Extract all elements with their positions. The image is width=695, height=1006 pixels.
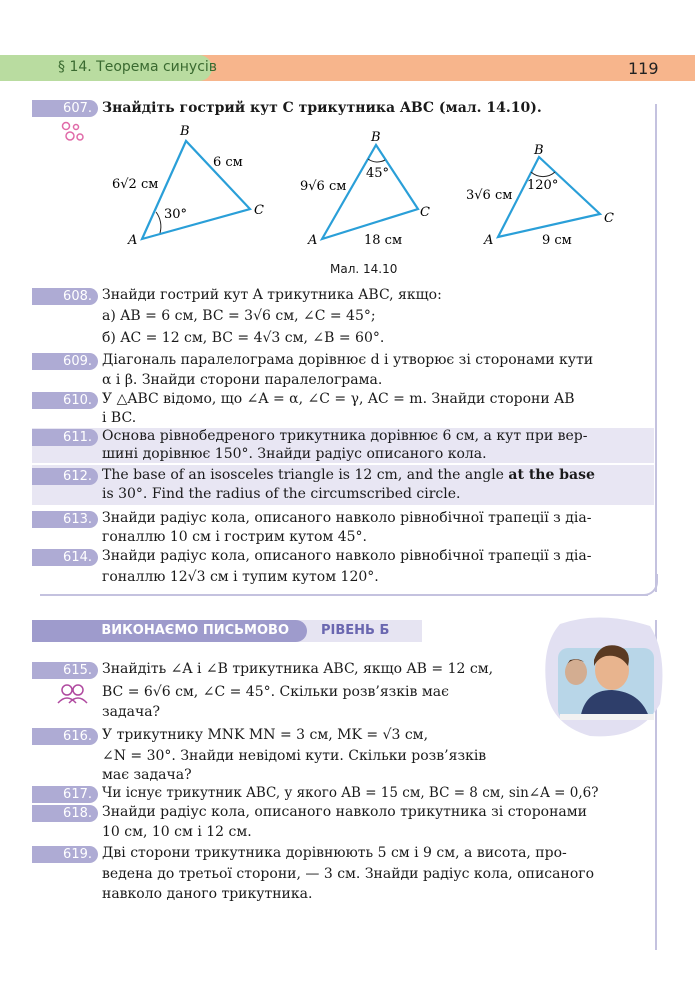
problem-618-line1: Знайди радіус кола, описаного навколо трикутника зі сторонами	[102, 804, 587, 820]
problem-614-line2: гоналлю 12√3 см і тупим кутом 120°.	[102, 569, 379, 585]
side-label: 6√2 см	[112, 177, 159, 192]
problem-number: 614.	[32, 549, 98, 566]
vertex-label: B	[534, 143, 544, 158]
problem-number: 609.	[32, 353, 98, 370]
triangle-2	[300, 130, 430, 248]
vertex-label: C	[254, 203, 264, 218]
problem-619-line1: Дві сторони трикутника дорівнюють 5 см і 9 см, а висота, про-	[102, 845, 567, 861]
section-header	[32, 620, 422, 642]
student-photo	[540, 614, 666, 742]
problem-608-text: Знайди гострий кут A трикутника ABC, якщо:	[102, 287, 442, 303]
angle-label: 120°	[527, 178, 559, 193]
problem-609-line1: Діагональ паралелограма дорівнює d і утворює зі сторонами кути	[102, 352, 594, 368]
pair-work-icon	[56, 683, 90, 705]
vertex-label: A	[308, 233, 318, 248]
problem-607-text: Знайдіть гострий кут C трикутника ABC (мал. 14.10).	[102, 100, 542, 116]
problem-608-part-a: а) AB = 6 см, BC = 3√6 см, ∠C = 45°;	[102, 308, 376, 324]
problem-618-line2: 10 см, 10 см і 12 см.	[102, 824, 252, 840]
side-label: 3√6 см	[466, 188, 513, 203]
frame-corner	[640, 574, 658, 596]
figure-caption: Мал. 14.10	[330, 262, 398, 276]
side-label: 9 см	[542, 233, 572, 248]
problem-number: 616.	[32, 728, 98, 745]
frame-line	[655, 104, 657, 592]
triangle-1	[112, 124, 264, 248]
problem-number: 618.	[32, 805, 98, 822]
problem-number: 613.	[32, 511, 98, 528]
molecule-icon	[58, 120, 86, 144]
problem-614-line1: Знайди радіус кола, описаного навколо рівнобічної трапеції з діа-	[102, 548, 592, 564]
problem-number: 610.	[32, 392, 98, 409]
problem-616-line3: має задача?	[102, 767, 192, 783]
vertex-label: C	[420, 205, 430, 220]
problem-608-part-b: б) AC = 12 см, BC = 4√3 см, ∠B = 60°.	[102, 330, 385, 346]
vertex-label: A	[128, 233, 138, 248]
problem-616-line2: ∠N = 30°. Знайди невідомі кути. Скільки розв’язків	[102, 748, 487, 764]
section-label: ВИКОНАЄМО ПИСЬМОВО	[32, 620, 307, 642]
problem-609-line2: α і β. Знайди сторони паралелограма.	[102, 372, 383, 388]
problem-number: 607.	[32, 100, 98, 117]
problem-613-line1: Знайди радіус кола, описаного навколо рівнобічної трапеції з діа-	[102, 510, 592, 526]
level-label: РІВЕНЬ Б	[297, 620, 422, 642]
problem-619-line2: ведена до третьої сторони, — 3 см. Знайди радіус кола, описаного	[102, 866, 595, 882]
problem-611-line2: шині дорівнює 150°. Знайди радіус описаного кола.	[102, 446, 487, 462]
problem-number: 612.	[32, 468, 98, 485]
problem-number: 619.	[32, 846, 98, 863]
problem-610-line1: У △ABC відомо, що ∠A = α, ∠C = γ, AC = m. Знайди сторони AB	[102, 391, 575, 407]
side-label: 18 см	[364, 233, 403, 248]
problem-615-line2: BC = 6√6 см, ∠C = 45°. Скільки розв’язків має	[102, 684, 449, 700]
problem-619-line3: навколо даного трикутника.	[102, 886, 313, 902]
problem-611-line1: Основа рівнобедреного трикутника дорівнює 6 см, а кут при вер-	[102, 428, 588, 444]
problem-615-line3: задача?	[102, 704, 161, 720]
problem-612-line1: The base of an isosceles triangle is 12 cm, and the angle at the base	[102, 467, 595, 483]
problem-615-line1: Знайдіть ∠A і ∠B трикутника ABC, якщо AB = 12 см,	[102, 661, 494, 677]
vertex-label: A	[484, 233, 494, 248]
vertex-label: B	[371, 130, 381, 145]
section-title: § 14. Теорема синусів	[58, 59, 218, 75]
page-number: 119	[628, 59, 659, 78]
side-label: 6 см	[213, 155, 243, 170]
problem-610-line2: і BC.	[102, 410, 137, 426]
problem-number: 608.	[32, 288, 98, 305]
triangle-3	[466, 143, 614, 248]
vertex-label: B	[180, 124, 190, 139]
problem-612-line2: is 30°. Find the radius of the circumscribed circle.	[102, 486, 461, 502]
side-label: 9√6 см	[300, 179, 347, 194]
triangles-figure	[100, 120, 640, 260]
problem-number: 617.	[32, 786, 98, 803]
frame-bottom	[40, 594, 648, 596]
angle-label: 30°	[164, 207, 188, 222]
angle-label: 45°	[366, 166, 390, 181]
problem-613-line2: гоналлю 10 см і гострим кутом 45°.	[102, 529, 367, 545]
vertex-label: C	[604, 211, 614, 226]
problem-616-line1: У трикутнику MNK MN = 3 см, MK = √3 см,	[102, 727, 429, 743]
problem-number: 615.	[32, 662, 98, 679]
problem-number: 611.	[32, 429, 98, 446]
problem-617-line1: Чи існує трикутник ABC, у якого AB = 15 см, BC = 8 см, sin∠A = 0,6?	[102, 785, 599, 801]
